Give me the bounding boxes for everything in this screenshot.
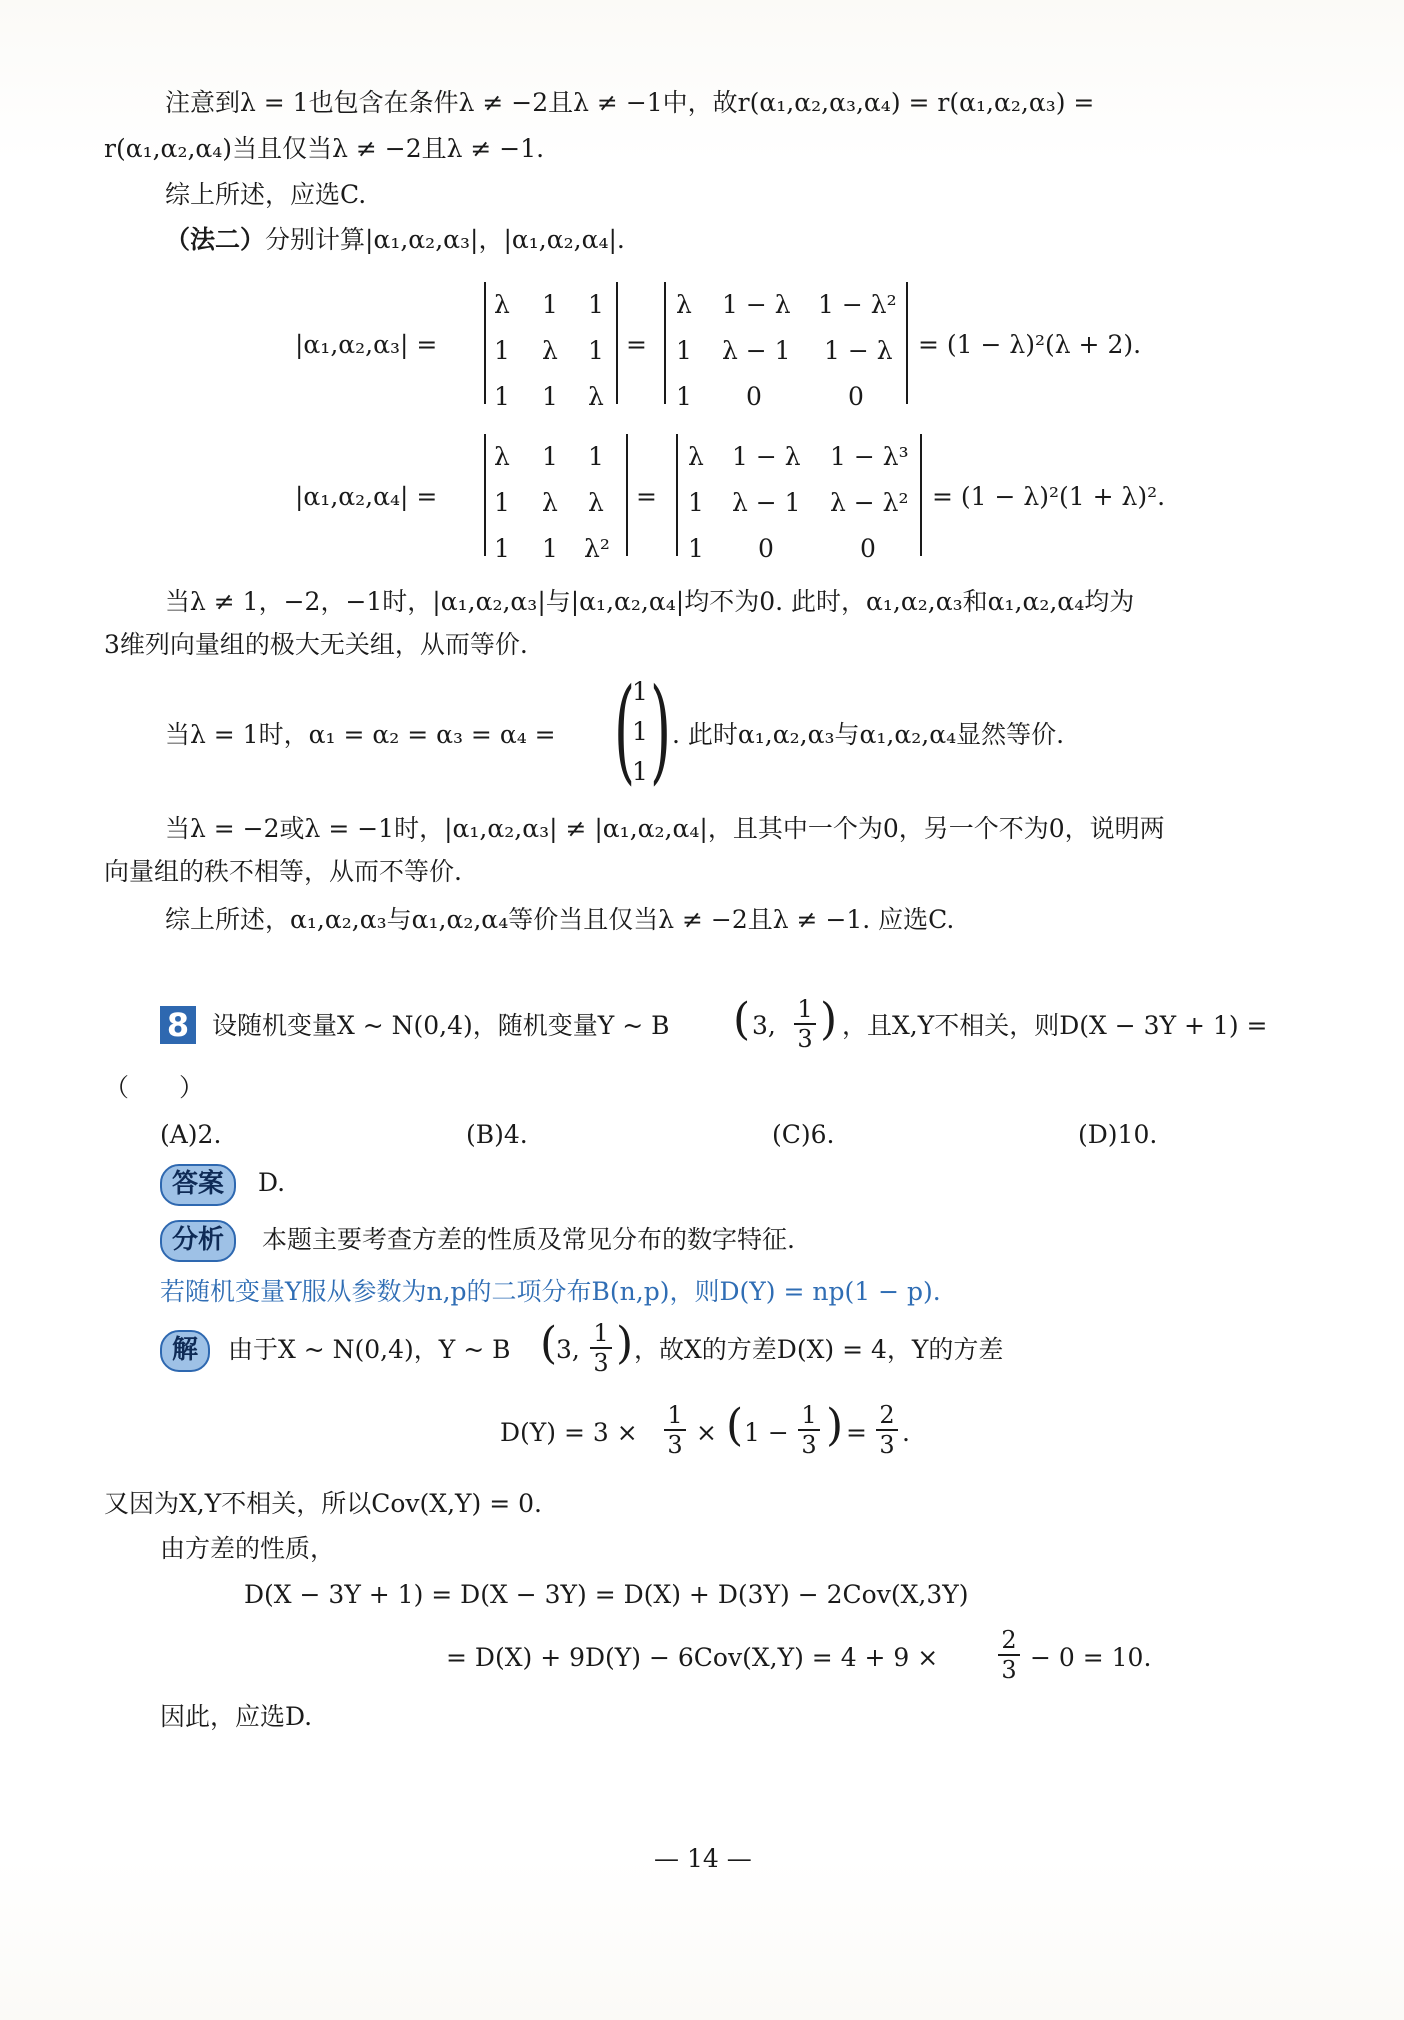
method-label: （法二） (165, 225, 266, 254)
option-b: (B)4. (466, 1120, 528, 1149)
fraction: 1 3 (664, 1402, 686, 1458)
det-bar (616, 282, 618, 404)
solution-text: 因此，应选D. (160, 1702, 313, 1731)
fraction: 2 3 (876, 1402, 898, 1458)
equals: = (626, 330, 647, 359)
text-line: 当λ = 1时，α₁ = α₂ = α₃ = α₄ = (165, 720, 556, 749)
solution-text: 又因为X,Y不相关，所以Cov(X,Y) = 0. (104, 1489, 543, 1518)
question-text: ，且X,Y不相关，则D(X − 3Y + 1) = (842, 1011, 1268, 1040)
analysis-text: 本题主要考查方差的性质及常见分布的数字特征. (262, 1225, 795, 1254)
det-bar (920, 434, 922, 556)
det-lhs: |α₁,α₂,α₄| = (295, 482, 438, 511)
det-bar (484, 282, 486, 404)
binomial-param: 3, (556, 1335, 580, 1364)
formula: = D(X) + 9D(Y) − 6Cov(X,Y) = 4 + 9 × (446, 1643, 939, 1672)
matrix: λ 1 − λ 1 − λ³ 1 λ − 1 λ − λ² 1 0 0 (688, 442, 909, 563)
det-bar (676, 434, 678, 556)
solution-text: 由方差的性质， (160, 1534, 336, 1563)
formula: − 0 = 10. (1030, 1643, 1152, 1672)
option-d: (D)10. (1078, 1120, 1158, 1149)
analysis-badge: 分析 (160, 1220, 236, 1262)
det-rhs: = (1 − λ)²(λ + 2). (918, 330, 1142, 359)
method-two-line (165, 223, 625, 257)
paren-left: ( (726, 1400, 744, 1451)
det-lhs: |α₁,α₂,α₃| = (295, 330, 438, 359)
document-page: 注意到λ = 1也包含在条件λ ≠ −2且λ ≠ −1中，故r(α₁,α₂,α₃,α₄) = r(α₁,α₂,α₃) = r(α₁,α₂,α₄)当且仅当λ ≠ −2且λ ≠ −1. 综上所述，应选C. （法二）分别计算|α₁,α₂,α₃|，|α₁,α₂,α₄|. |α₁,α₂,α₃| = λ 1 1 1 λ 1 1 1 λ = λ 1 − λ 1 − λ² 1 λ − 1 1 − λ 1 0 0 = (1 − λ)²(λ + 2). |α₁,α₂,α₄| = λ 1 1 1 λ λ 1 1 λ² = λ 1 − λ 1 − λ³ 1 λ − 1 λ − λ² 1 0 0 = (1 − λ)²(1 + λ)². 当λ ≠ 1，−2，−1时，|α₁,α₂,α₃|与|α₁,α₂,α₄|均不为0. 此时，α₁,α₂,α₃和α₁,α₂,α₄均为 3维列向量组的极大无关组，从而等价. 当λ = 1时，α₁ = α₂ = α₃ = α₄ = ( 1 1 1 ) . 此时α₁,α₂,α₃与α₁,α₂,α₄显然等价. 当λ = −2或λ = −1时，|α₁,α₂,α₃| ≠ |α₁,α₂,α₄|，且其中一个为0，另一个不为0，说明两 向量组的秩不相等，从而不等价. 综上所述，α₁,α₂,α₃与α₁,α₂,α₄等价当且仅当λ ≠ −2且λ ≠ −1. 应选C. 8 设随机变量X ~ N(0,4)，随机变量Y ~ B ( 3, 1 3 ) ，且X,Y不相关，则D(X − 3Y + 1) = （ ） (A)2. (B)4. (C)6. (D)10. 答案 D. 分析 本题主要考查方差的性质及常见分布的数字特征. 若随机变量Y服从参数为n,p的二项分布B(n,p)，则D(Y) = np(1 − p). 解 由于X ~ N(0,4)，Y ~ B ( 3, 1 3 ) ，故X的方差D(X) = 4，Y的方差 D(Y) = 3 × 1 3 × ( 1 − 1 3 ) = 2 3 . 又因为X,Y不相关，所以Cov(X,Y) = 0. 由方差的性质， D(X − 3Y + 1) = D(X − 3Y) = D(X) + D(3Y) − 2Cov(X,3Y) = D(X) + 9D(Y) − 6Cov(X,Y) = 4 + 9 × 2 3 − 0 = 10. 因此，应选D. — 14 — (0, 0, 1404, 2020)
text-line: 综上所述，应选C. (165, 180, 367, 209)
matrix: λ 1 − λ 1 − λ² 1 λ − 1 1 − λ 1 0 0 (676, 290, 897, 411)
question-number: 8 (160, 1006, 196, 1044)
text-line: 注意到λ = 1也包含在条件λ ≠ −2且λ ≠ −1中，故r(α₁,α₂,α₃,α₄) = r(α₁,α₂,α₃) = (165, 88, 1095, 117)
text-line: 当λ = −2或λ = −1时，|α₁,α₂,α₃| ≠ |α₁,α₂,α₄|，且其中一个为0，另一个不为0，说明两 (165, 814, 1165, 843)
matrix: λ 1 1 1 λ 1 1 1 λ (494, 290, 604, 411)
det-bar (484, 434, 486, 556)
fraction: 2 3 (998, 1627, 1020, 1683)
text-line: 综上所述，α₁,α₂,α₃与α₁,α₂,α₄等价当且仅当λ ≠ −2且λ ≠ −1. 应选C. (165, 905, 955, 934)
fraction: 1 3 (798, 1402, 820, 1458)
paren-right: ) (820, 994, 838, 1045)
fraction: 1 3 (590, 1320, 612, 1376)
binomial-param: 3, (752, 1011, 776, 1040)
page-number: — 14 — (654, 1844, 752, 1873)
vector-paren-right: ) (650, 663, 672, 797)
text-line: 当λ ≠ 1，−2，−1时，|α₁,α₂,α₃|与|α₁,α₂,α₄|均不为0. 此时，α₁,α₂,α₃和α₁,α₂,α₄均为 (165, 587, 1135, 616)
formula: × (696, 1418, 717, 1447)
text-line: r(α₁,α₂,α₄)当且仅当λ ≠ −2且λ ≠ −1. (104, 134, 545, 163)
answer-value: D. (258, 1168, 286, 1197)
option-a: (A)2. (160, 1120, 222, 1149)
period: . (902, 1418, 910, 1447)
vector-paren-left: ( (614, 663, 636, 797)
analysis-note: 若随机变量Y服从参数为n,p的二项分布B(n,p)，则D(Y) = np(1 − p). (160, 1277, 941, 1306)
answer-badge: 答案 (160, 1164, 236, 1206)
det-rhs: = (1 − λ)²(1 + λ)². (932, 482, 1166, 511)
question-text: 设随机变量X ~ N(0,4)，随机变量Y ~ B (212, 1011, 670, 1040)
option-c: (C)6. (772, 1120, 835, 1149)
solution-badge: 解 (160, 1330, 210, 1372)
formula: D(X − 3Y + 1) = D(X − 3Y) = D(X) + D(3Y) − 2Cov(X,3Y) (244, 1580, 969, 1609)
matrix: λ 1 1 1 λ λ 1 1 λ² (494, 442, 610, 563)
formula: = (846, 1418, 867, 1447)
text-line: 分别计算|α₁,α₂,α₃|，|α₁,α₂,α₄|. (265, 225, 625, 254)
paren-left: ( (540, 1318, 558, 1369)
answer-blank: （ ） (104, 1073, 205, 1102)
text-line: 向量组的秩不相等，从而不等价. (104, 857, 462, 886)
solution-text: ，故X的方差D(X) = 4，Y的方差 (634, 1335, 1004, 1364)
det-bar (906, 282, 908, 404)
solution-text: 由于X ~ N(0,4)，Y ~ B (228, 1335, 511, 1364)
equals: = (636, 482, 657, 511)
paren-right: ) (616, 1318, 634, 1369)
paren-right: ) (826, 1400, 844, 1451)
fraction: 1 3 (794, 996, 816, 1052)
paren-left: ( (733, 994, 751, 1045)
formula: 1 − (744, 1418, 789, 1447)
text-line: . 此时α₁,α₂,α₃与α₁,α₂,α₄显然等价. (672, 720, 1065, 749)
det-bar (664, 282, 666, 404)
det-bar (626, 434, 628, 556)
text-line: 3维列向量组的极大无关组，从而等价. (104, 630, 528, 659)
formula: D(Y) = 3 × (500, 1418, 638, 1447)
